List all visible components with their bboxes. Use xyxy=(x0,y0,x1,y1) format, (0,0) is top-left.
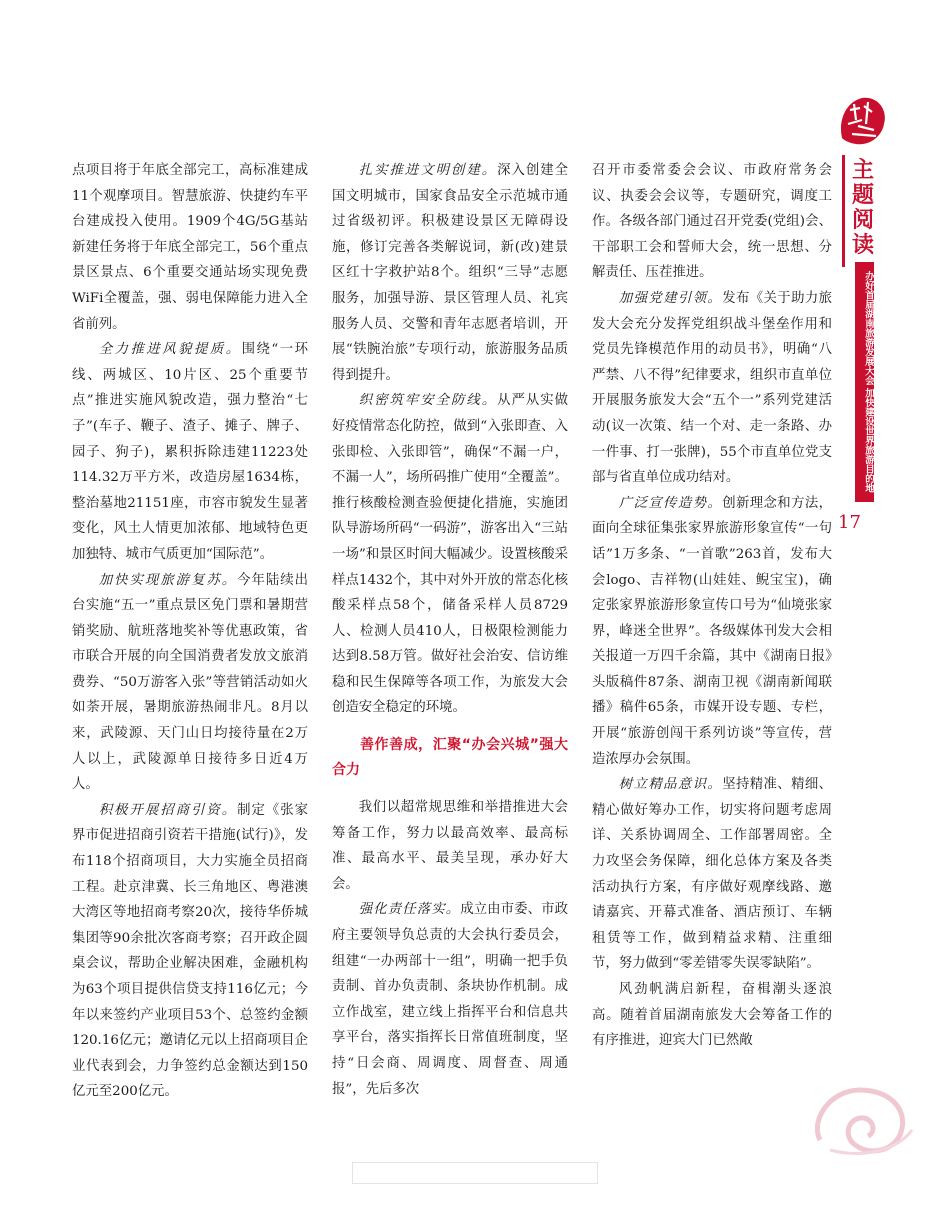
paragraph-lead: 全力推进风貌提质。 xyxy=(98,342,242,358)
paragraph xyxy=(332,795,568,897)
section-title: 主题阅读 xyxy=(851,158,874,258)
paragraph-text: 我们以超常规思维和举措推进大会筹备工作，努力以最高效率、最高标准、最高水平、最美呈现，承办好大会。 xyxy=(332,800,568,892)
paragraph xyxy=(592,977,832,1054)
paragraph-text: 成立由市委、市政府主要领导负总责的大会执行委员会，组建“一办两部十一组”，明确一把手负责制、首办负责制、条块协作机制。成立作战室，建立线上指挥平台和信息共享平台，落实指挥长日常值班制度，坚持“日会商、周调度、周督查、周通报”，先后多次 xyxy=(332,902,568,1097)
paragraph xyxy=(592,158,832,286)
paragraph-lead: 强化责任落实。 xyxy=(358,902,461,918)
paragraph-text: 风劲帆满启新程，奋楫潮头逐浪高。随着首届湖南旅发大会筹备工作的有序推进，迎宾大门已然敞 xyxy=(592,982,832,1049)
side-rule xyxy=(842,155,845,267)
paragraph-text: 发布《关于助力旅发大会充分发挥党组织战斗堡垒作用和党员先锋模范作用的动员书》，明确“八严禁、八不得”纪律要求，组织市直单位开展服务旅发大会“五个一”系列党建活动(议一次策、结一个对、走一条路、办一件事、打一张牌)，55个市直单位党支部与省直单位成功结对。 xyxy=(592,290,832,486)
paragraph-lead: 加强党建引领。 xyxy=(618,290,723,306)
paragraph xyxy=(592,772,832,977)
magazine-logo xyxy=(832,90,892,150)
paragraph xyxy=(332,388,568,721)
paragraph xyxy=(72,337,308,567)
paragraph xyxy=(592,491,832,773)
paragraph xyxy=(72,568,308,798)
paragraph-text: 从严从实做好疫情常态化防控，做到“入张即查、入张即检、入张即管”，确保“不漏一户，不漏一人”，场所码推广使用“全覆盖”。推行核酸检测查验便捷化措施，实施团队导游场所码“一码游”，游客出入“三站一场”和景区时间大幅减少。设置核酸采样点1432个，其中对外开放的常态化核酸采样点58个，储备采样人员8729人、检测人员410人，日极限检测能力达到8.58万管。做好社会治安、信访维稳和民生保障等各项工作，为旅发大会创造安全稳定的环境。 xyxy=(332,393,569,716)
column-1 xyxy=(72,158,308,1105)
paragraph-lead: 扎实推进文明创建。 xyxy=(358,163,498,178)
decorative-swirl-icon xyxy=(800,1060,920,1160)
paragraph-text: 创新理念和方法，面向全球征集张家界旅游形象宣传“一句话”1万多条、“一首歌”263首，发布大会logo、吉祥物(山娃娃、鲵宝宝)，确定张家界旅游形象宣传口号为“仙境张家界，峰迷全世界”。各级媒体刊发大会相关报道一万四千余篇，其中《湖南日报》头版稿件87条、湖南卫视《湖南新闻联播》稿件65条，市媒开设专题、专栏，开展“旅游创闯干系列访谈”等宣传，营造浓厚办会氛围。 xyxy=(592,495,832,767)
column-2 xyxy=(332,158,568,1102)
column-3 xyxy=(592,158,832,1054)
paragraph-text: 点项目将于年底全部完工，高标准建成11个观摩项目。智慧旅游、快捷约车平台建成投入使用。1909个4G/5G基站新建任务将于年底全部完工，56个重点景区景点、6个重要交通站场实现免费WiFi全覆盖，强、弱电保障能力进入全省前列。 xyxy=(72,163,308,332)
paragraph-lead: 树立精品意识。 xyxy=(618,777,723,793)
paragraph xyxy=(592,286,832,491)
footer-box xyxy=(352,1162,598,1184)
paragraph-text: 深入创建全国文明城市，国家食品安全示范城市通过省级初评。积极建设景区无障碍设施，修订完善各类解说词，新(改)建景区红十字救护站8个。组织“三导”志愿服务，加强导游、景区管理人员、礼宾服务人员、交警和青年志愿者培训，开展“铁腕治旅”专项行动，旅游服务品质得到提升。 xyxy=(332,163,569,383)
section-heading: 善作善成，汇聚“办会兴城”强大合力 xyxy=(332,737,568,779)
paragraph xyxy=(332,897,568,1102)
paragraph xyxy=(332,158,568,388)
paragraph-text: 围绕“一环线、两城区、10片区、25个重要节点”推进实施风貌改造，强力整治“七子”(车子、鞭子、渣子、摊子、牌子、园子、狗子)，累积拆除违建11223处114.32万平方米，改造房屋1634栋，整治墓地21151座，市容市貌发生显著变化，风土人情更加浓郁、地域特色更加独特、城市气质更加“国际范”。 xyxy=(72,342,308,562)
paragraph xyxy=(72,798,308,1105)
paragraph-text: 坚持精准、精细、精心做好筹办工作，切实将问题考虑周详、关系协调周全、工作部署周密。全力攻坚会务保障，细化总体方案及各类活动执行方案，有序做好观摩线路、邀请嘉宾、开幕式准备、酒店预订、车辆租赁等工作，做到精益求精、注重细节，努力做到“零差错零失误零缺陷”。 xyxy=(592,777,832,972)
section-subtitle-bar: 办好首届湖南旅游发展大会 加快建设世界旅游目的地 xyxy=(855,262,874,502)
paragraph-lead: 织密筑牢安全防线。 xyxy=(358,393,498,409)
paragraph-lead: 广泛宣传造势。 xyxy=(618,495,723,511)
paragraph xyxy=(72,158,308,337)
page-number: 17 xyxy=(838,512,861,533)
paragraph-text: 今年陆续出台实施“五一”重点景区免门票和暑期营销奖励、航班落地奖补等优惠政策，省市联合开展的向全国消费者发放文旅消费券、“50万游客入张”等营销活动如火如荼开展，暑期旅游热闹非凡。8月以来，武陵源、天门山日均接待量在2万人以上，武陵源单日接待多日近4万人。 xyxy=(72,572,309,793)
paragraph-text: 制定《张家界市促进招商引资若干措施(试行)》，发布118个招商项目，大力实施全员招商工程。赴京津冀、长三角地区、粤港澳大湾区等地招商考察20次，接待华侨城集团等90余批次客商考察；召开政企圆桌会议，帮助企业解决困难，金融机构为63个项目提供信贷支持116亿元；今年以来签约产业项目53个、总签约金额120.16亿元；邀请亿元以上招商项目企业代表到会，力争签约总金额达到150亿元至200亿元。 xyxy=(72,802,309,1100)
paragraph-text: 召开市委常委会会议、市政府常务会议、执委会会议等，专题研究，调度工作。各级各部门通过召开党委(党组)会、干部职工会和誓师大会，统一思想、分解责任、压茬推进。 xyxy=(592,163,832,281)
paragraph-lead: 积极开展招商引资。 xyxy=(98,802,238,818)
paragraph-lead: 加快实现旅游复苏。 xyxy=(98,572,238,588)
